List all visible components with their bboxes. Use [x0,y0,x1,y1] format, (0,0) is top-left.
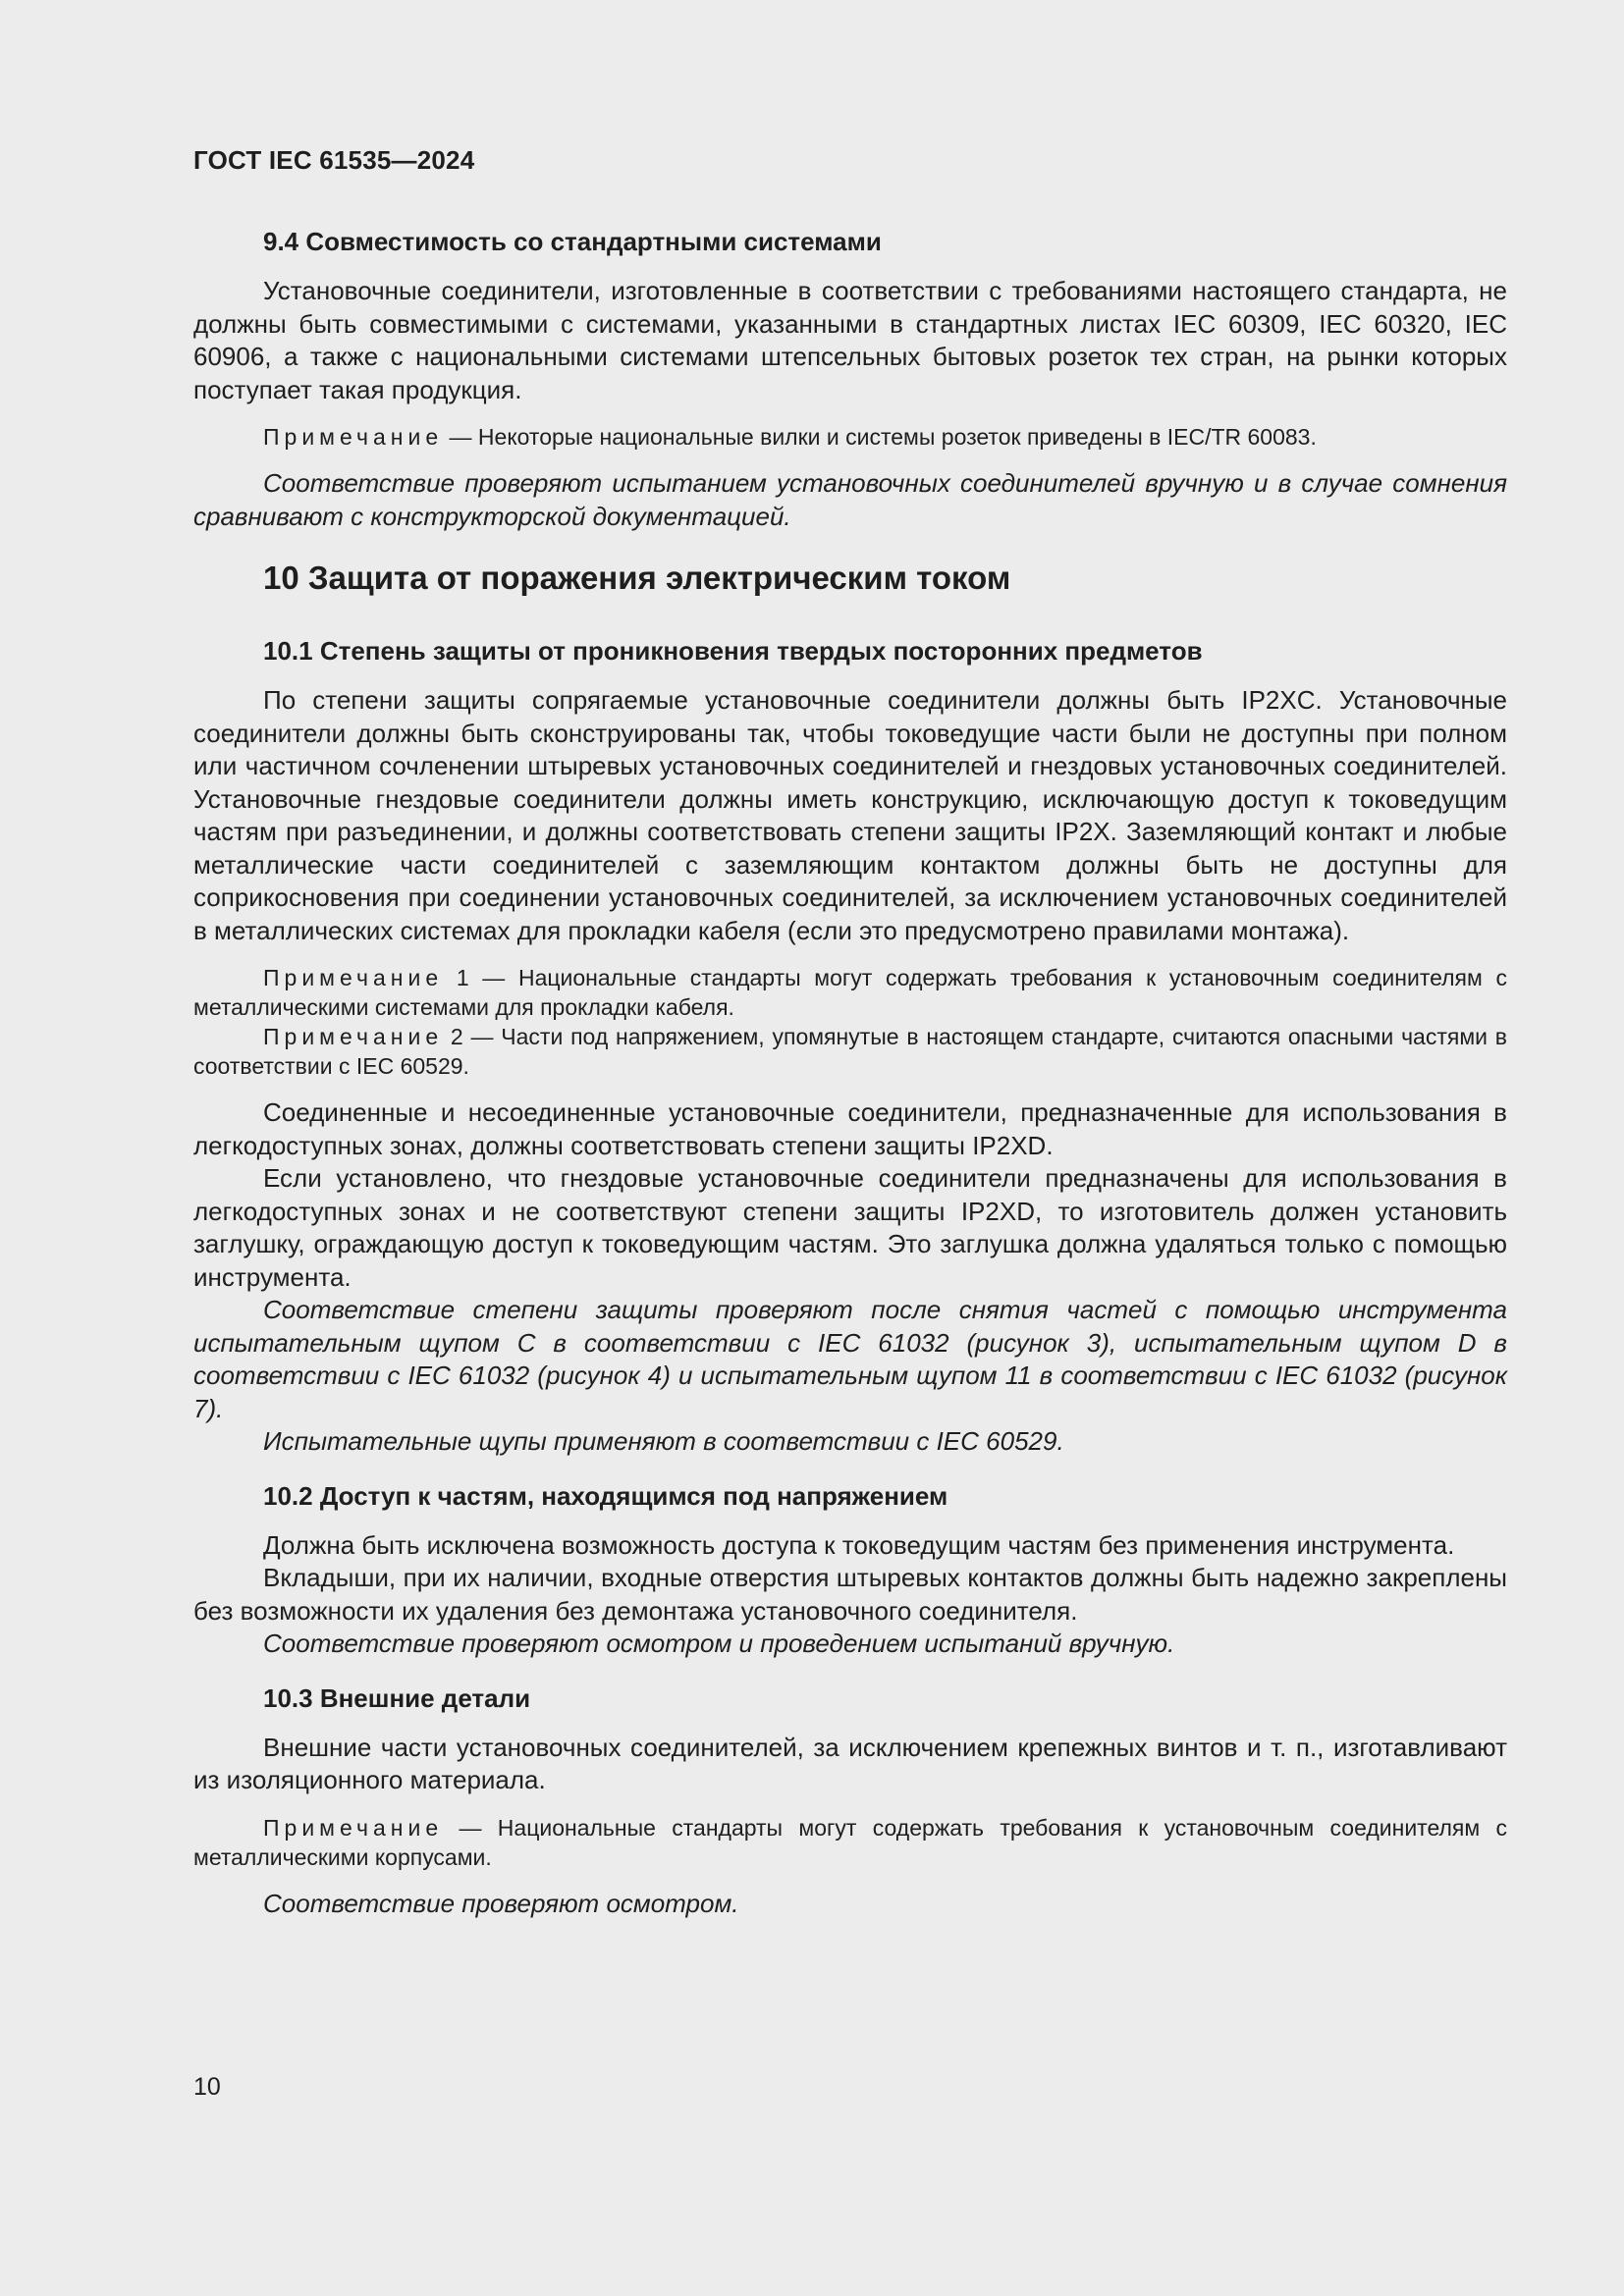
note-text: — Национальные стандарты могут содержать требования к установочным соединителям с металлическими корпусами. [193,1814,1507,1870]
section-9-4-paragraph: Установочные соединители, изготовленные в соответствии с требованиями настоящего стандарта, не должны быть совместимыми с системами, указанными в стандартных листах IEC 60309, IEC 60320, IEC 60906, а также с национальными системами штепсельных бытовых розеток тех стран, на рынки которых поступает такая продукция. [193,276,1507,404]
page-number: 10 [193,2073,221,2101]
section-10-2-title: 10.2 Доступ к частям, находящимся под напряжением [263,1480,948,1511]
note-text: 2 — Части под напряжением, упомянутые в настоящем стандарте, считаются опасными частями в соответствии с IEC 60529. [193,1024,1507,1079]
document-page [193,0,1507,2296]
section-10-2-compliance-check: Соответствие проверяют осмотром и проведением испытаний вручную. [263,1629,1175,1658]
note-label: Примечание [263,1814,444,1841]
section-10-3-paragraph: Внешние части установочных соединителей, за исключением крепежных винтов и т. п., изготавливают из изоляционного материала. [193,1732,1507,1794]
section-9-4-note [193,422,1507,452]
section-10-1-paragraph-3: Если установлено, что гнездовые установочные соединители предназначены для использования в легкодоступных зонах и не соответствуют степени защиты IP2XD, то изготовитель должен установить заглушку, ограждающую доступ к токоведующим частям. Это заглушка должна удаляться только с помощью инструмента. [193,1163,1507,1292]
note-text: — Некоторые национальные вилки и системы розеток приведены в IEC/TR 60083. [443,424,1317,450]
section-10-1-note-2 [193,1022,1507,1081]
note-text: 1 — Национальные стандарты могут содержать требования к установочным соединителям с металлическими системами для прокладки кабеля. [193,965,1507,1020]
section-9-4-compliance-check: Соответствие проверяют испытанием установочных соединителей вручную и в случае сомнения сравнивают с конструкторской документацией. [193,468,1507,531]
section-10-title: 10 Защита от поражения электрическим током [263,560,1011,596]
standard-id-header: ГОСТ IEC 61535—2024 [193,145,475,175]
section-10-3-compliance-check: Соответствие проверяют осмотром. [263,1888,739,1918]
section-10-1-probes-note: Испытательные щупы применяют в соответствии с IEC 60529. [263,1426,1064,1456]
section-10-3-title: 10.3 Внешние детали [263,1682,531,1713]
section-10-3-note [193,1813,1507,1872]
section-10-2-paragraph-1: Должна быть исключена возможность доступа к токоведущим частям без применения инструмента. [263,1529,1455,1560]
section-10-1-paragraph-1: По степени защиты сопрягаемые установочные соединители должны быть IP2XC. Установочные соединители должны быть сконструированы так, чтобы токоведущие части были не доступны при полном или частичном сочленении штыревых установочных соединителей и гнездовых установочных соединителей. Установочные гнездовые соединители должны иметь конструкцию, исключающую доступ к токоведущим частям при разъединении, и должны соответствовать степени защиты IP2X. Заземляющий контакт и любые металлические части соединителей с заземляющим контактом должны быть не доступны для соприкосновения при соединении установочных соединителей, за исключением установочных соединителей в металлических системах для прокладки кабеля (если это предусмотрено правилами монтажа). [193,685,1507,945]
section-10-1-note-1 [193,963,1507,1022]
document-body [193,224,1507,1920]
section-9-4-title: 9.4 Совместимость со стандартными системами [263,227,882,256]
note-label: Примечание [263,965,444,990]
section-10-2-paragraph-2: Вкладыши, при их наличии, входные отверстия штыревых контактов должны быть надежно закреплены без возможности их удаления без демонтажа установочного соединителя. [193,1563,1507,1626]
section-10-1-title: 10.1 Степень защиты от проникновения твердых посторонних предметов [263,636,1203,666]
note-label: Примечание [263,1024,444,1049]
section-10-1-compliance-check: Соответствие степени защиты проверяют после снятия частей с помощью инструмента испытательным щупом C в соответствии с IEC 61032 (рисунок 3), испытательным щупом D в соответствии с IEC 61032 (рисунок 4) и испытательным щупом 11 в соответствии с IEC 61032 (рисунок 7). [193,1295,1507,1423]
note-label: Примечание [263,424,444,450]
section-10-1-paragraph-2: Соединенные и несоединенные установочные соединители, предназначенные для использования в легкодоступных зонах, должны соответствовать степени защиты IP2XD. [193,1097,1507,1160]
